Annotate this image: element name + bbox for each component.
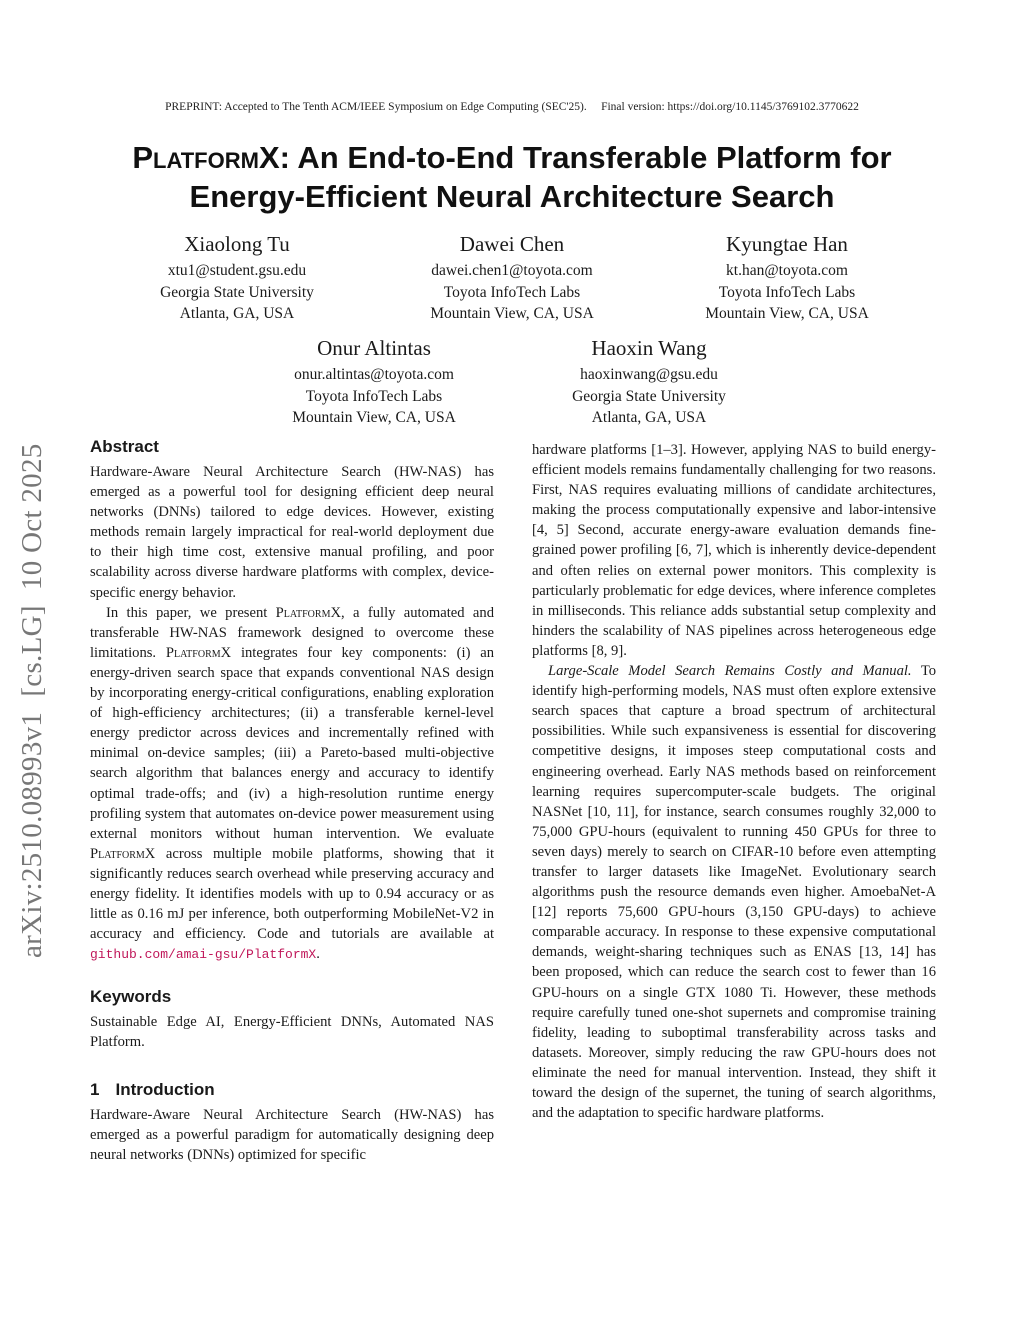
code-repository-link[interactable]: github.com/amai-gsu/PlatformX: [90, 947, 317, 963]
author-email: onur.altintas@toyota.com: [294, 366, 454, 383]
brand-name: PlatformX: [275, 604, 342, 621]
brand-name: PlatformX: [165, 644, 232, 661]
author-block: [519, 334, 779, 429]
introduction-heading: [90, 1079, 494, 1101]
author-location: Atlanta, GA, USA: [591, 409, 707, 426]
author-email: xtu1@student.gsu.edu: [167, 262, 307, 279]
title-line1: : An End-to-End Transferable Platform for: [279, 140, 892, 175]
section-title: Introduction: [115, 1079, 215, 1099]
author-name: Dawei Chen: [459, 232, 565, 256]
section-number: 1: [90, 1079, 100, 1099]
author-name: Kyungtae Han: [726, 232, 848, 256]
text-run: In this paper, we present: [106, 604, 276, 621]
right-column: [532, 440, 936, 1123]
brand-name: PlatformX: [90, 845, 156, 862]
left-column: [90, 436, 494, 1165]
author-name: Haoxin Wang: [591, 336, 707, 360]
author-affiliation: Georgia State University: [572, 387, 726, 405]
author-block: [382, 230, 642, 325]
author-location: Mountain View, CA, USA: [292, 409, 456, 426]
paragraph-lead: Large-Scale Model Search Remains Costly and Manual.: [548, 663, 912, 680]
author-block: [244, 334, 504, 429]
author-block: [657, 230, 917, 325]
author-name: Onur Altintas: [317, 336, 431, 360]
author-location: Mountain View, CA, USA: [430, 305, 594, 322]
arxiv-identifier: arXiv:2510.08993v1 [cs.LG] 10 Oct 2025: [16, 443, 48, 958]
text-run: across multiple mobile platforms, showing that it significantly reduces search overhead while preserving accuracy and energy fidelity. It identifies models with up to 0.94 accuracy or as little as 0.16 mJ per inference, both outperforming MobileNet-V2 in accuracy and efficiency. Code and tutorials are available at: [90, 845, 494, 943]
author-block: [107, 230, 367, 325]
author-name: Xiaolong Tu: [184, 232, 290, 256]
intro-paragraph-1-start: Hardware-Aware Neural Architecture Search (HW-NAS) has emerged as a powerful paradigm for automatically designing deep neural networks (DNNs) optimized for specific: [90, 1106, 494, 1163]
preprint-banner: PREPRINT: Accepted to The Tenth ACM/IEEE Symposium on Edge Computing (SEC'25). Final version: https://doi.org/10.1145/3769102.3770622: [165, 101, 859, 113]
text-run: To identify high-performing models, NAS must often explore extensive search spaces that capture a broad spectrum of architectural possibilities. While such expansiveness is essential for discovering competitive designs, it imposes steep computational costs and engineering overhead. Early NAS methods based on reinforcement learning requires supercomputer-scale budgets. The original NASNet [10, 11], for instance, search consumes roughly 32,000 to 75,000 GPU-hours (equivalent to running 450 GPUs for three to seven days) merely to search on CIFAR-10 before even attempting transfer to larger datasets like ImageNet. Evolutionary search algorithms push the resource demands even higher. AmoebaNet-A [12] reports 75,600 GPU-hours (3,150 GPU-days) to achieve comparable accuracy. In response to these expensive computational demands, weight-sharing techniques such as ENAS [13, 14] has been proposed, which can reduce the search cost to fewer than 16 GPU-hours on a single GTX 1080 Ti. However, these methods require carefully tuned one-shot supernets and compromise training fidelity, leading to suboptimal transferability across tasks and datasets. Moreover, simply reducing the raw GPU-hours does not eliminate the need for manual intervention. Instead, they shift it toward the design of the supernet, the tuning of search algorithms, and the adaptation to specific hardware platforms.: [532, 663, 937, 1122]
author-location: Atlanta, GA, USA: [179, 305, 295, 322]
intro-paragraph-1-continued: hardware platforms [1–3]. However, applying NAS to build energy-efficient models remains fundamentally challenging for two reasons. First, NAS requires evaluating millions of candidate architectures, making the process computationally expensive and labor-intensive [4, 5] Second, accurate energy-aware evaluation demands fine-grained power profiling [6, 7], which is inherently device-dependent and often relies on external power monitors. This complexity is particularly problematic for edge devices, where inference completes in milliseconds. This reliance adds substantial setup complexity and hinders the scalability of NAS pipelines across heterogeneous edge platforms [8, 9].: [532, 442, 936, 659]
author-email: haoxinwang@gsu.edu: [580, 366, 718, 383]
text-run: .: [316, 946, 320, 963]
title-brand: PlatformX: [132, 140, 280, 175]
title-line2: Energy-Efficient Neural Architecture Search: [189, 179, 835, 214]
abstract-paragraph-1: Hardware-Aware Neural Architecture Search (HW-NAS) has emerged as a powerful tool for designing efficient deep neural networks (DNNs) tailored to edge devices. However, existing methods remain largely impractical for real-world deployment due to their high time cost, extensive manual profiling, and poor scalability across diverse hardware platforms with complex, device-specific energy behavior.: [90, 464, 494, 601]
author-affiliation: Toyota InfoTech Labs: [718, 283, 856, 301]
author-email: kt.han@toyota.com: [726, 262, 848, 279]
keywords-heading: Keywords: [90, 987, 172, 1007]
intro-paragraph-2: [532, 661, 936, 1123]
author-location: Mountain View, CA, USA: [705, 305, 869, 322]
text-run: integrates four key components: (i) an energy-driven search space that expands conventional NAS design by incorporating energy-critical configurations, enabling exploration of high-efficiency architectures; (ii) a transferable kernel-level energy predictor across devices and incrementally refined with minimal on-device samples; (iii) a Pareto-based multi-objective search algorithm that balances energy and accuracy to identify optimal trade-offs; and (iv) a high-resolution runtime energy profiling system that automates on-device power measurement using external monitors without human intervention. We evaluate: [90, 644, 494, 842]
author-affiliation: Georgia State University: [160, 283, 314, 301]
keywords-text: Sustainable Edge AI, Energy-Efficient DNNs, Automated NAS Platform.: [90, 1014, 494, 1051]
author-affiliation: Toyota InfoTech Labs: [443, 283, 581, 301]
author-affiliation: Toyota InfoTech Labs: [305, 387, 443, 405]
abstract-paragraph-2: [90, 603, 494, 966]
paper-title: [60, 138, 964, 216]
author-email: dawei.chen1@toyota.com: [431, 262, 593, 279]
abstract-heading: Abstract: [90, 437, 159, 456]
text-run: , a fully automated and transferable HW-NAS framework designed to overcome these limitations.: [90, 604, 494, 661]
